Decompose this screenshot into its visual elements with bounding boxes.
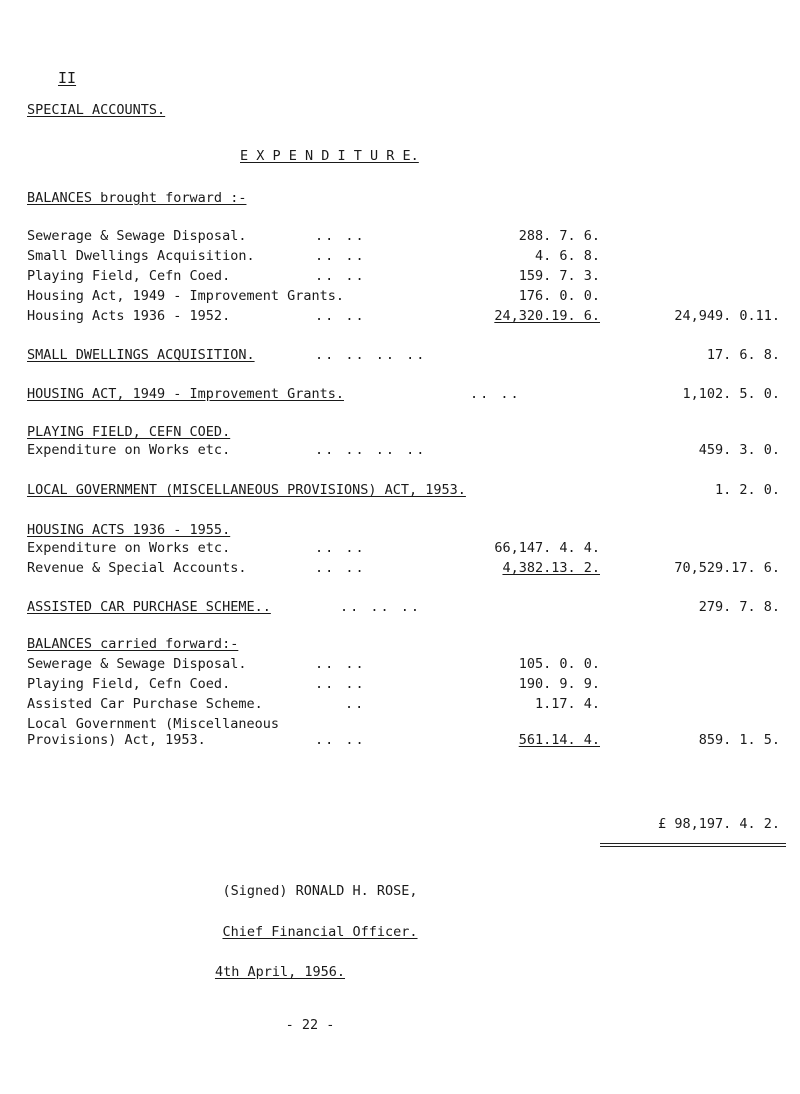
- playing-field-total: 459. 3. 0.: [698, 442, 780, 458]
- leader-dots: .. ..: [315, 560, 366, 576]
- list-item: [27, 288, 344, 304]
- leader-dots: .. ..: [315, 676, 366, 692]
- currency-symbol: £: [658, 816, 667, 832]
- list-item: Sewerage & Sewage Disposal.: [27, 656, 247, 672]
- balances-cf-total: 859. 1. 5.: [698, 732, 780, 748]
- local-government-label: LOCAL GOVERNMENT (MISCELLANEOUS PROVISIONS) ACT, 1953.: [27, 482, 466, 498]
- assisted-car-total: 279. 7. 8.: [698, 599, 780, 615]
- list-item: Revenue & Special Accounts.: [27, 560, 247, 576]
- leader-dots: .. ..: [315, 732, 366, 748]
- section-number: II: [58, 69, 77, 87]
- list-item: Assisted Car Purchase Scheme.: [27, 696, 263, 712]
- list-item: [27, 228, 246, 244]
- leader-dots: .. ..: [315, 248, 366, 264]
- balances-cf-heading: BALANCES carried forward:-: [27, 636, 239, 652]
- small-dwellings-label: SMALL DWELLINGS ACQUISITION.: [27, 347, 255, 363]
- grand-total: [560, 816, 780, 832]
- list-item: Playing Field, Cefn Coed.: [27, 676, 231, 692]
- list-item: Expenditure on Works etc.: [27, 540, 231, 556]
- list-item: Local Government (Miscellaneous Provisions) Act, 1953.: [27, 716, 279, 748]
- item-amount: 4,382.13. 2.: [502, 560, 600, 576]
- housing-act-1949-label: HOUSING ACT, 1949 - Improvement Grants.: [27, 386, 344, 402]
- leader-dots: ..: [345, 696, 366, 712]
- item-label: Sewerage & Sewage Disposal.: [27, 228, 247, 244]
- item-amount: 288. 7. 6.: [518, 228, 600, 244]
- balances-bf-heading: BALANCES brought forward :-: [27, 190, 247, 206]
- housing-acts-label: HOUSING ACTS 1936 - 1955.: [27, 522, 231, 538]
- signature-date: 4th April, 1956.: [214, 964, 346, 980]
- leader-dots: .. ..: [315, 268, 366, 284]
- grand-total-rule: [600, 843, 786, 847]
- page-heading: E X P E N D I T U R E.: [240, 148, 419, 164]
- list-item: [27, 268, 230, 284]
- housing-acts-total: 70,529.17. 6.: [674, 560, 780, 576]
- balances-bf-total: 24,949. 0.11.: [674, 308, 780, 324]
- balances-cf-label: [27, 636, 238, 652]
- balances-bf-label: [27, 190, 246, 206]
- assisted-car-label: ASSISTED CAR PURCHASE SCHEME..: [27, 599, 271, 615]
- item-amount: 176. 0. 0.: [518, 288, 600, 304]
- playing-field-label: PLAYING FIELD, CEFN COED.: [27, 424, 231, 440]
- page-number: - 22 -: [285, 1017, 335, 1033]
- item-amount: 561.14. 4.: [518, 732, 600, 748]
- leader-dots: .. .. .. ..: [315, 442, 427, 458]
- item-amount: 159. 7. 3.: [518, 268, 600, 284]
- leader-dots: .. ..: [315, 656, 366, 672]
- leader-dots: .. .. .. ..: [315, 347, 427, 363]
- section-title: SPECIAL ACCOUNTS.: [27, 102, 166, 118]
- item-amount: 105. 0. 0.: [518, 656, 600, 672]
- item-amount: 24,320.19. 6.: [494, 308, 600, 324]
- small-dwellings-total: 17. 6. 8.: [706, 347, 780, 363]
- playing-field-sublabel: Expenditure on Works etc.: [27, 442, 231, 458]
- leader-dots: .. ..: [315, 228, 366, 244]
- leader-dots: .. ..: [315, 540, 366, 556]
- item-label: Small Dwellings Acquisition.: [27, 248, 255, 264]
- leader-dots: .. ..: [470, 386, 521, 402]
- grand-total-amount: 98,197. 4. 2.: [674, 816, 780, 832]
- leader-dots: .. ..: [315, 308, 366, 324]
- list-item: [27, 308, 230, 324]
- item-amount: 4. 6. 8.: [534, 248, 600, 264]
- item-amount: 1.17. 4.: [534, 696, 600, 712]
- item-label: Housing Act, 1949 - Improvement Grants.: [27, 288, 344, 304]
- local-government-total: 1. 2. 0.: [714, 482, 780, 498]
- leader-dots: .. .. ..: [340, 599, 422, 615]
- list-item: [27, 248, 255, 264]
- item-label: Playing Field, Cefn Coed.: [27, 268, 231, 284]
- officer-title: Chief Financial Officer.: [222, 924, 418, 940]
- housing-act-1949-total: 1,102. 5. 0.: [682, 386, 780, 402]
- item-label: Housing Acts 1936 - 1952.: [27, 308, 231, 324]
- item-amount: 190. 9. 9.: [518, 676, 600, 692]
- signed-line: (Signed) RONALD H. ROSE,: [222, 883, 418, 899]
- item-amount: 66,147. 4. 4.: [494, 540, 600, 556]
